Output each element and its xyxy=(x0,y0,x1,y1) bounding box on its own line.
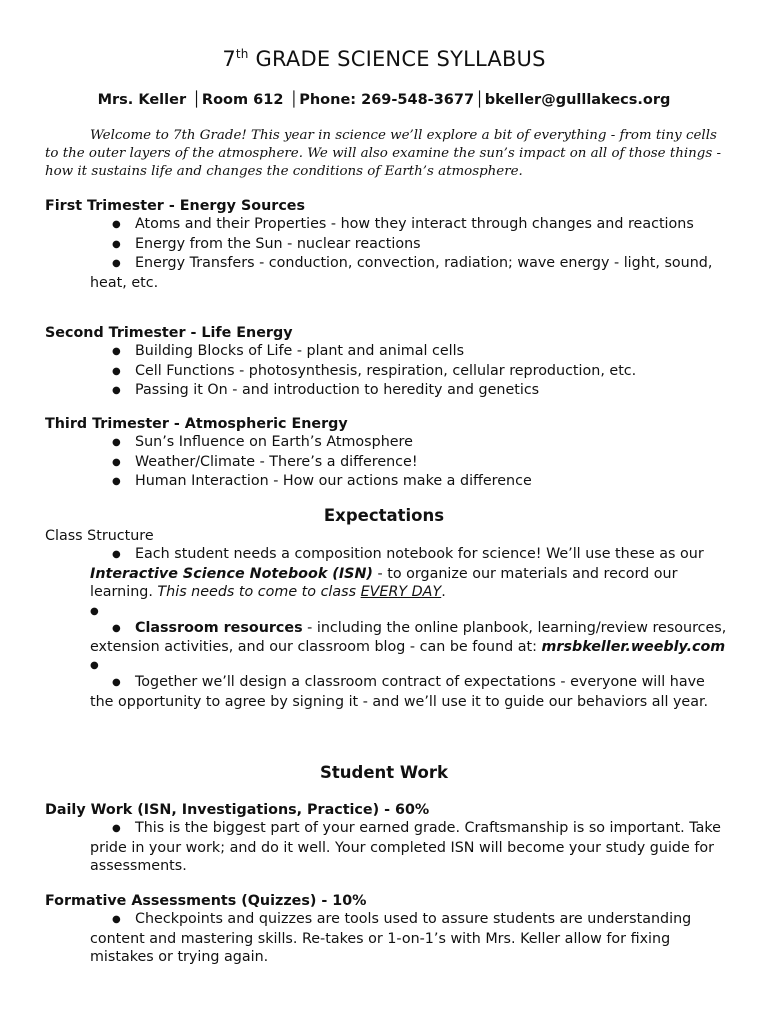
daily-work-section xyxy=(45,801,730,876)
list-item: ● Checkpoints and quizzes are tools used to assure students are understanding content and mastering skills. Re-takes or 1-on-1’s with Mrs. Keller allow for fixing mistakes or trying again. xyxy=(90,910,730,966)
formative-assessments-section xyxy=(45,892,730,967)
welcome-paragraph: Welcome to 7th Grade! This year in science we’ll explore a bit of everything - from tiny cells to the outer layers of the atmosphere. We will also examine the sun’s impact on all of those things - how it sustains life and changes the conditions of Earth’s atmosphere. xyxy=(45,128,721,180)
list-item: ● Energy from the Sun - nuclear reactions xyxy=(90,235,730,254)
class-structure-section xyxy=(45,527,730,711)
trimester-topic-list xyxy=(45,342,730,400)
list-gap xyxy=(90,656,730,673)
isn-term: Interactive Science Notebook (ISN) xyxy=(90,565,373,582)
notebook-requirement-item xyxy=(90,545,730,601)
daily-work-list xyxy=(45,819,730,875)
formative-assessments-list xyxy=(45,910,730,966)
title-grade-number: 7 xyxy=(222,47,236,71)
separator: │ xyxy=(475,92,484,108)
trimester-section xyxy=(45,415,730,492)
trimester-topic-list xyxy=(45,433,730,491)
trimester-topic-list xyxy=(45,215,730,292)
contact-line xyxy=(0,91,768,109)
teacher-name: Mrs. Keller xyxy=(97,92,187,108)
trimester-heading: Second Trimester - Life Energy xyxy=(45,325,293,341)
list-item: ● Passing it On - and introduction to heredity and genetics xyxy=(90,381,730,400)
classroom-resources-item xyxy=(90,619,730,657)
student-work-heading: Student Work xyxy=(320,763,448,782)
list-item: ● Human Interaction - How our actions make a difference xyxy=(90,472,730,491)
item-text: - to organize our materials and record our learning. xyxy=(90,565,678,601)
list-item: ● Building Blocks of Life - plant and animal cells xyxy=(90,342,730,361)
room-number: Room 612 xyxy=(201,92,284,108)
title-text: GRADE SCIENCE SYLLABUS xyxy=(248,47,546,71)
list-item: ● Energy Transfers - conduction, convection, radiation; wave energy - light, sound, heat, etc. xyxy=(90,254,730,292)
item-text: Each student needs a composition notebook for science! We’ll use these as our xyxy=(135,546,704,563)
resources-term: Classroom resources xyxy=(135,619,303,636)
list-item: ● Sun’s Influence on Earth’s Atmosphere xyxy=(90,433,730,452)
email-address[interactable]: bkeller@gulllakecs.org xyxy=(484,92,671,108)
list-gap xyxy=(90,602,730,619)
trimester-section xyxy=(45,197,730,292)
list-item: ● This is the biggest part of your earned grade. Craftsmanship is so important. Take pride in your work; and do it well. Your completed ISN will become your study guide for assessments. xyxy=(90,819,730,875)
phone-number: Phone: 269-548-3677 xyxy=(299,92,475,108)
separator: │ xyxy=(289,92,299,108)
trimester-heading: Third Trimester - Atmospheric Energy xyxy=(45,416,348,432)
trimester-section xyxy=(45,324,730,401)
title-ordinal-suffix: th xyxy=(235,47,249,61)
formative-assessments-heading: Formative Assessments (Quizzes) - 10% xyxy=(45,893,367,909)
class-website-link[interactable]: mrsbkeller.weebly.com xyxy=(541,639,726,656)
item-text: - including the online planbook, learning/review resources, extension activities, and our classroom blog - can be found at: xyxy=(90,619,727,656)
list-item: ● Weather/Climate - There’s a difference! xyxy=(90,453,730,472)
daily-work-heading: Daily Work (ISN, Investigations, Practice) - 60% xyxy=(45,802,430,818)
expectations-heading: Expectations xyxy=(323,506,445,525)
trimester-heading: First Trimester - Energy Sources xyxy=(45,198,305,214)
class-structure-heading: Class Structure xyxy=(45,528,154,544)
page-title xyxy=(0,46,768,72)
item-emphasis: This needs to come to class xyxy=(157,584,361,601)
separator: │ xyxy=(192,92,201,108)
every-day-emphasis: EVERY DAY xyxy=(360,584,442,601)
list-item: ● Cell Functions - photosynthesis, respiration, cellular reproduction, etc. xyxy=(90,362,730,381)
class-structure-list xyxy=(45,545,730,711)
item-text: . xyxy=(441,584,446,601)
classroom-contract-item: ● Together we’ll design a classroom contract of expectations - everyone will have the opportunity to agree by signing it - and we’ll use it to guide our behaviors all year. xyxy=(90,673,730,711)
list-item: ● Atoms and their Properties - how they interact through changes and reactions xyxy=(90,215,730,234)
